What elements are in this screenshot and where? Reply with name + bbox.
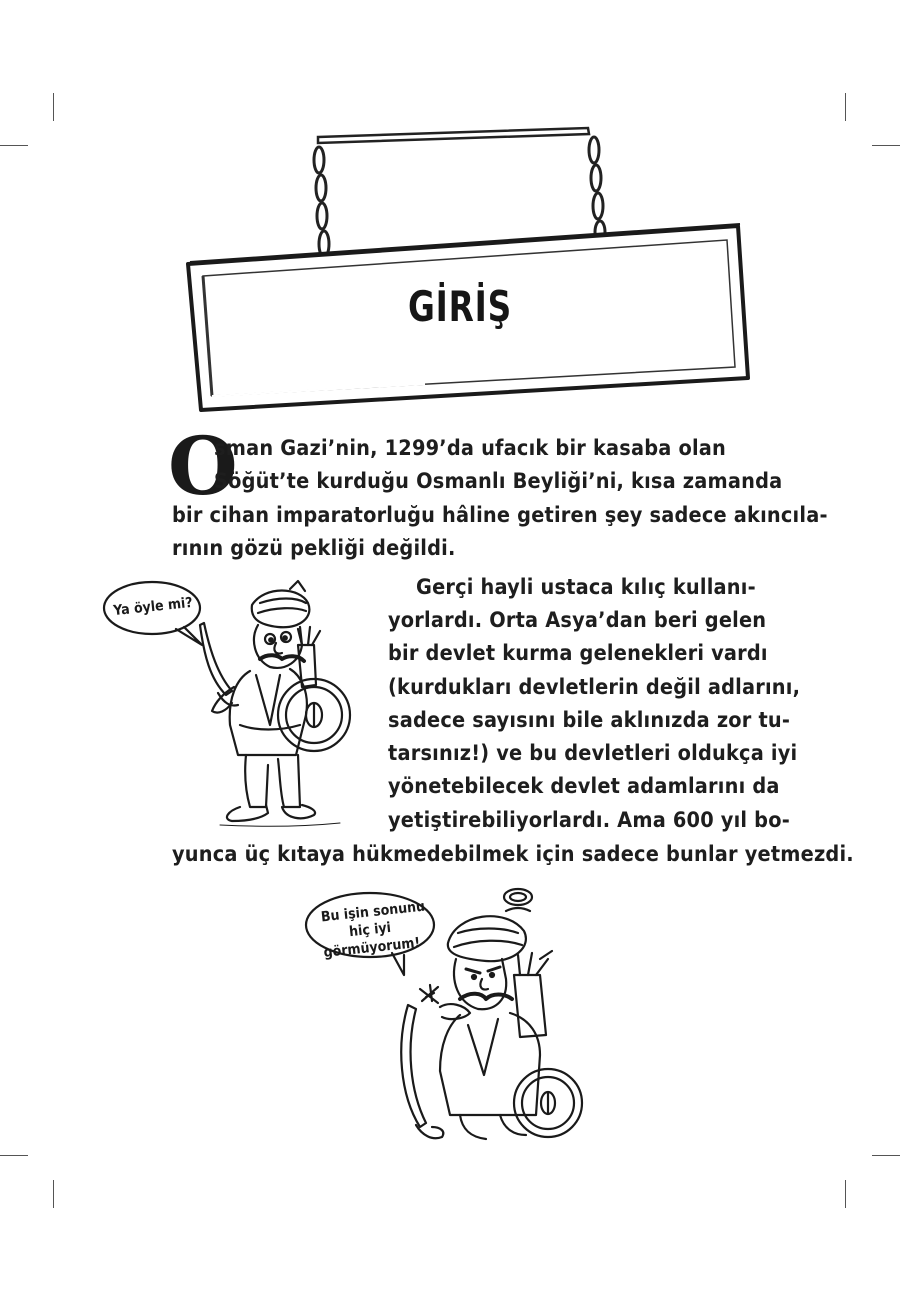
paragraph-2-line-3: bir devlet kurma gelenekleri vardı bbox=[388, 641, 768, 666]
paragraph-1-line-4: rının gözü pekliği değildi. bbox=[172, 536, 456, 561]
crop-mark-bottom-left-h bbox=[0, 1155, 28, 1156]
paragraph-2-line-1: Gerçi hayli ustaca kılıç kullanı- bbox=[416, 575, 756, 600]
paragraph-2-line-4: (kurdukları devletlerin değil adlarını, bbox=[388, 675, 801, 700]
crop-mark-bottom-right-h bbox=[872, 1155, 900, 1156]
paragraph-2-line-9: yunca üç kıtaya hükmedebilmek için sadece bunlar yetmezdi. bbox=[172, 842, 854, 867]
speech-bubble-1-text: Ya öyle mi? bbox=[112, 594, 194, 620]
speech-bubble-2-line-1: Bu işin sonunu bbox=[320, 898, 426, 926]
paragraph-1-line-2: Söğüt’te kurduğu Osmanlı Beyliği’ni, kısa zamanda bbox=[214, 469, 783, 494]
paragraph-2-line-6: tarsınız!) ve bu devletleri oldukça iyi bbox=[388, 741, 798, 766]
sparkle-icon bbox=[420, 985, 438, 1003]
worry-swirl-icon bbox=[504, 889, 532, 911]
hanging-sign bbox=[0, 0, 900, 430]
paragraph-2-line-7: yönetebilecek devlet adamlarını da bbox=[388, 774, 780, 799]
paragraph-2-line-8: yetiştirebiliyorlardı. Ama 600 yıl bo- bbox=[388, 808, 790, 833]
paragraph-2-line-2: yorlardı. Orta Asya’dan beri gelen bbox=[388, 608, 767, 633]
left-chain-icon bbox=[314, 147, 330, 267]
crop-mark-bottom-right-v bbox=[845, 1180, 846, 1208]
paragraph-1-line-1: sman Gazi’nin, 1299’da ufacık bir kasaba olan bbox=[214, 436, 726, 461]
speech-bubble-2-line-2: hiç iyi görmüyorum! bbox=[322, 919, 421, 961]
paragraph-1-line-3: bir cihan imparatorluğu hâline getiren şey sadece akıncıla- bbox=[172, 503, 828, 528]
paragraph-2-line-5: sadece sayısını bile aklınızda zor tu- bbox=[388, 708, 791, 733]
crop-mark-bottom-left-v bbox=[53, 1180, 54, 1208]
drop-cap: O bbox=[168, 419, 238, 513]
page-title: GİRİŞ bbox=[407, 282, 512, 331]
